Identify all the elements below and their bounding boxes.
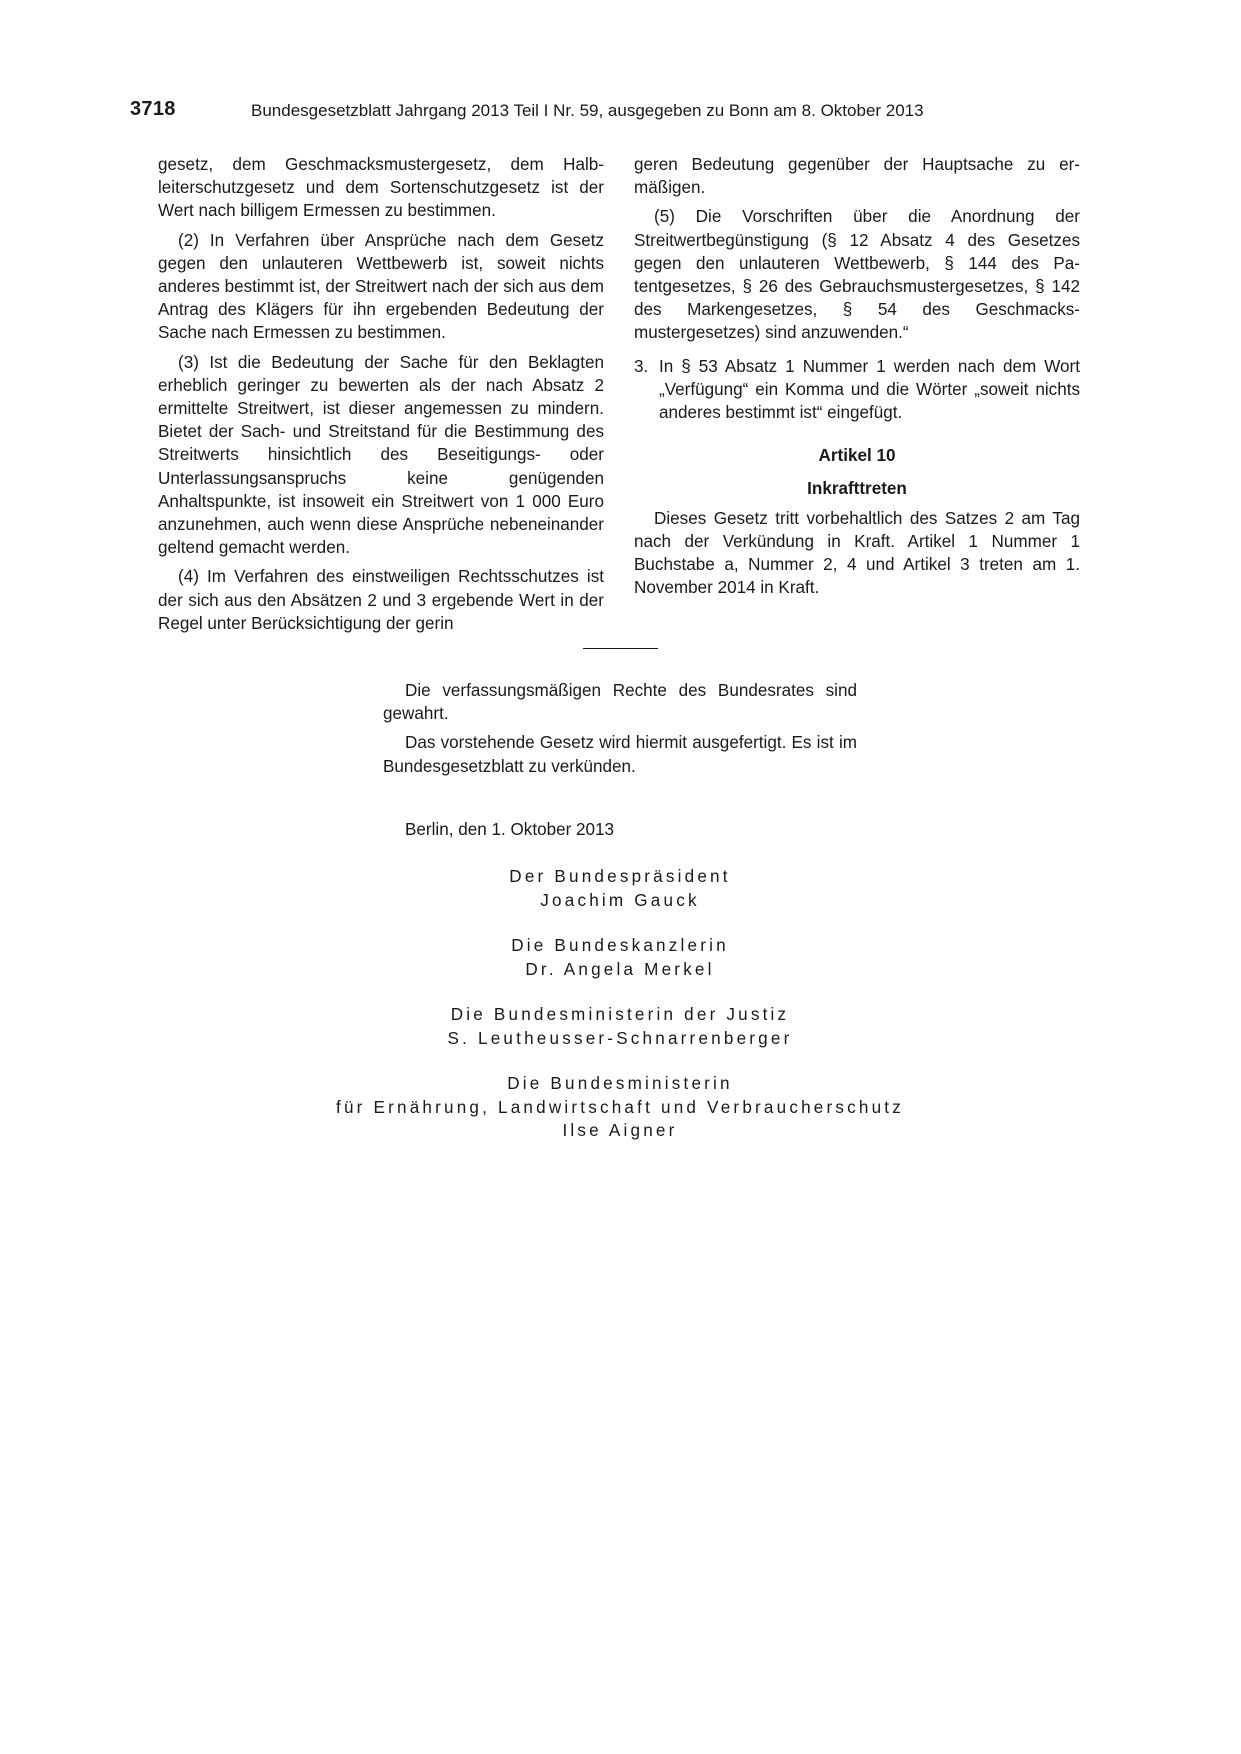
signature-block [200, 1003, 1040, 1050]
page-number: 3718 [130, 98, 176, 120]
article-heading: Artikel 10 [818, 446, 896, 466]
paragraph-continuation: gesetz, dem Geschmacksmustergesetz, dem Halbleiterschutzgesetz und dem Sortenschutzgesetz ist der Wert nach billigem Ermessen zu bestimmen. [158, 155, 604, 221]
article-text: Dieses Gesetz tritt vorbehaltlich des Satzes 2 am Tag nach der Verkündung in Kraft. Artikel 1 Nummer 1 Buchstabe a, Nummer 2, 4 und Artikel 3 treten am 1. November 2014 in Kraft. [634, 508, 1080, 598]
signature-name: S. Leutheusser-Schnarrenberger [447, 1028, 793, 1048]
page-header [130, 98, 1110, 128]
article-subheading: Inkrafttreten [807, 479, 907, 499]
amendment-item-3 [634, 355, 1080, 425]
signature-title: Die Bundesministerin der Justiz [450, 1005, 790, 1024]
signature-title-line-2: für Ernährung, Landwirtschaft und Verbraucherschutz [336, 1097, 904, 1117]
paragraph-2: (2) In Verfahren über Ansprüche nach dem Gesetz gegen den unlauteren Wettbewerb ist, soweit nichts anderes bestimmt ist, der Streitwert nach der sich aus dem Antrag des Klägers für ihn ergebenden Bedeutung der Sache nach Ermessen zu bestimmen. [158, 230, 604, 343]
signature-title: Der Bundespräsident [509, 867, 731, 886]
signature-title: Die Bundesministerin [507, 1074, 733, 1093]
signature-title: Die Bundeskanzlerin [511, 936, 729, 955]
right-column [634, 153, 1080, 605]
signature-block [200, 865, 1040, 912]
left-column [158, 153, 604, 641]
item-number: 3. [634, 356, 649, 376]
signature-name: Ilse Aigner [562, 1121, 678, 1140]
date-line: Berlin, den 1. Oktober 2013 [405, 820, 615, 839]
gazette-header-title: Bundesgesetzblatt Jahrgang 2013 Teil I Nr. 59, ausgegeben zu Bonn am 8. Oktober 2013 [251, 101, 924, 120]
paragraph-3: (3) Ist die Bedeutung der Sache für den Beklagten erheblich geringer zu bewerten als der nach Absatz 2 ermittelte Streitwert, ist dieser angemessen zu mindern. Bietet der Sach- und Streitstand für die Bestimmung des Streitwerts hinsichtlich des Beseitigungs- oder Unterlassungsanspruchs keine genügenden Anhaltspunkte, ist insoweit ein Streitwert von 1 000 Euro anzunehmen, auch wenn diese Ansprüche nebeneinander geltend gemacht werden. [158, 352, 604, 558]
signature-block [200, 934, 1040, 981]
paragraph-4: (4) Im Verfahren des einstweiligen Rechtsschutzes ist der sich aus den Absätzen 2 und 3 ergebende Wert in der Regel unter Berücksichtigung der gerin [158, 567, 604, 633]
signature-name: Dr. Angela Merkel [525, 959, 715, 979]
paragraph-5: (5) Die Vorschriften über die Anordnung der Streitwertbegünstigung (§ 12 Absatz 4 des Gesetzes gegen den unlauteren Wettbewerb, § 144 des Patentgesetzes, § 26 des Gebrauchsmustergesetzes, § 142 des Markengesetzes, § 54 des Geschmacksmustergesetzes) sind anzuwenden.“ [634, 207, 1080, 343]
paragraph-4-continuation: geren Bedeutung gegenüber der Hauptsache zu ermäßigen. [634, 155, 1080, 198]
closing-formula [383, 679, 857, 784]
closing-paragraph-2: Das vorstehende Gesetz wird hiermit ausgefertigt. Es ist im Bundesgesetzblatt zu verkünden. [383, 733, 857, 776]
signature-name: Joachim Gauck [540, 890, 700, 910]
signature-block [200, 1072, 1040, 1143]
closing-paragraph-1: Die verfassungsmäßigen Rechte des Bundesrates sind gewahrt. [383, 681, 857, 724]
section-divider [583, 648, 658, 649]
item-text: In § 53 Absatz 1 Nummer 1 werden nach dem Wort „Verfügung“ ein Komma und die Wörter „soweit nichts anderes bestimmt ist“ eingefügt. [659, 356, 1080, 423]
